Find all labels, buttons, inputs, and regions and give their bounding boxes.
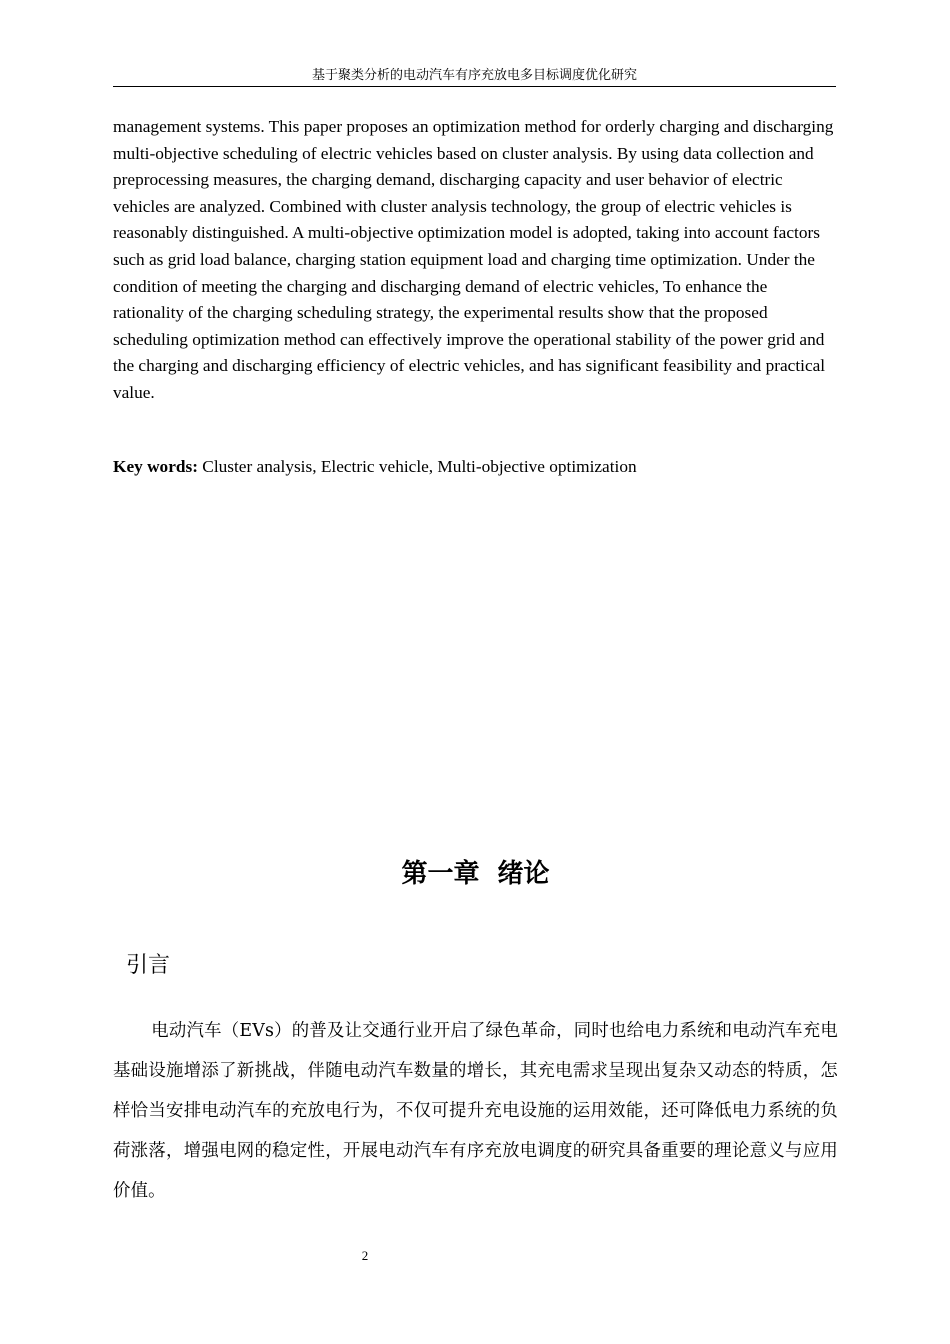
running-header: 基于聚类分析的电动汽车有序充放电多目标调度优化研究 xyxy=(311,67,637,82)
chapter-title: 第一章 绪论 xyxy=(401,859,550,889)
keywords-label: Key words: xyxy=(113,457,198,476)
keywords-line xyxy=(113,454,838,480)
header-rule xyxy=(113,86,836,87)
keywords-value: Cluster analysis, Electric vehicle, Multi-objective optimization xyxy=(202,457,637,476)
page-number: 2 xyxy=(361,1248,369,1263)
section-title: 引言 xyxy=(126,953,171,978)
abstract-text: management systems. This paper proposes an optimization method for orderly charging and discharging multi-objective scheduling of electric vehicles based on cluster analysis. By using data collection and preprocessing measures, the charging demand, discharging capacity and user behavior of electric vehicles are analyzed. Combined with cluster analysis technology, the group of electric vehicles is reasonably distinguished. A multi-objective optimization model is adopted, taking into account factors such as grid load balance, charging station equipment load and charging time optimization. Under the condition of meeting the charging and discharging demand of electric vehicles, To enhance the rationality of the charging scheduling strategy, the experimental results show that the proposed scheduling optimization method can effectively improve the operational stability of the power grid and the charging and discharging efficiency of electric vehicles, and has significant feasibility and practical value. xyxy=(113,117,834,402)
body-paragraph: 电动汽车（EVs）的普及让交通行业开启了绿色革命，同时也给电力系统和电动汽车充电基础设施增添了新挑战，伴随电动汽车数量的增长，其充电需求呈现出复杂又动态的特质，怎样恰当安排电动汽车的充放电行为，不仅可提升充电设施的运用效能，还可降低电力系统的负荷涨落，增强电网的稳定性，开展电动汽车有序充放电调度的研究具备重要的理论意义与应用价值。 xyxy=(113,1021,838,1201)
